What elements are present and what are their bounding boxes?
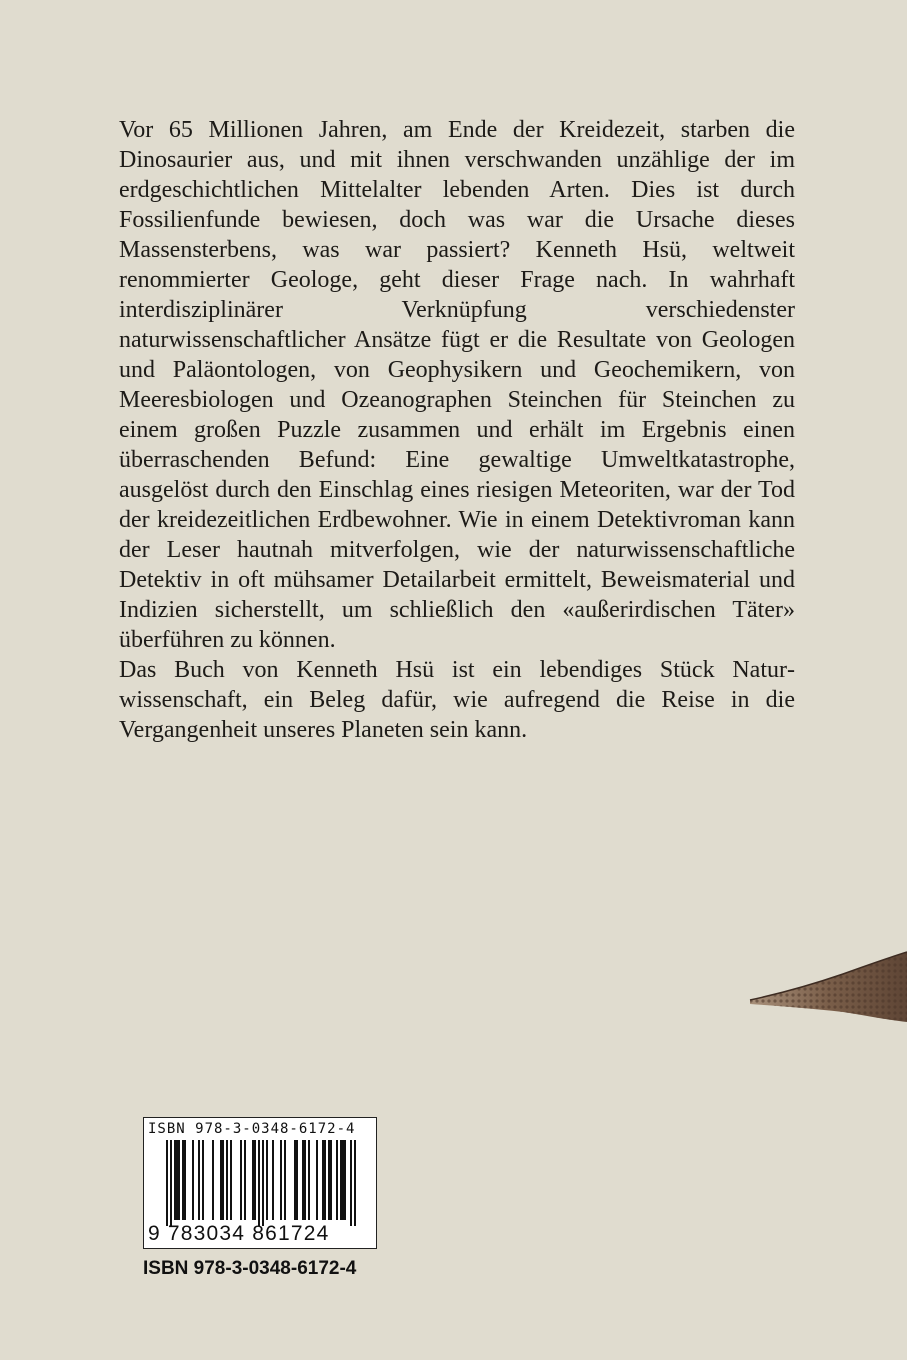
barcode-bar xyxy=(170,1140,172,1226)
barcode-bar xyxy=(304,1140,306,1220)
barcode-bar xyxy=(202,1140,204,1220)
barcode-isbn-label: ISBN 978-3-0348-6172-4 xyxy=(148,1121,356,1137)
barcode-bar xyxy=(212,1140,214,1220)
blurb-paragraph-2: Das Buch von Kenneth Hsü ist ein lebendiges Stück Naturwissenschaft, ein Beleg dafür, wie aufregend die Reise in die Vergangenheit unseres Planeten sein kann. xyxy=(119,657,795,743)
barcode-bar xyxy=(244,1140,246,1220)
barcode-bar xyxy=(192,1140,194,1220)
barcode-bar xyxy=(342,1140,344,1220)
barcode-bar xyxy=(316,1140,318,1220)
barcode-bar xyxy=(254,1140,256,1220)
barcode-bar xyxy=(178,1140,180,1220)
barcode-bar xyxy=(336,1140,338,1220)
blurb-paragraph-1: Vor 65 Millionen Jahren, am Ende der Kreidezeit, starben die Dinosaurier aus, und mit ihnen verschwanden unzählige der im erdgeschichtlichen Mittelalter lebenden Arten. Dies ist durch Fossilienfunde bewiesen, doch was war die Ursache dieses Massensterbens, was war passiert? Kenneth Hsü, weltweit renommierter Geologe, geht dieser Frage nach. In wahrhaft interdisziplinärer Verknüpfung verschiedenster naturwissenschaftlicher Ansätze fügt er die Resultate von Geologen und Paläontologen, von Geophysikern und Geochemikern, von Meeresbiologen und Ozeanographen Steinchen für Steinchen zu einem großen Puzzle zusammen und erhält im Ergebnis einen überraschenden Befund: Eine gewaltige Umweltkatastrophe, ausgelöst durch den Einschlag eines riesigen Meteoriten, war der Tod der kreidezeitlichen Erdbewohner. Wie in einem Detektivroman kann der Leser hautnah mitverfolgen, wie der naturwissenschaftliche Detektiv in oft mühsamer Detailarbeit ermittelt, Beweismaterial und Indizien sicherstellt, um schließlich den «außerirdischen Täter» überführen zu können. xyxy=(119,117,795,653)
barcode-bar xyxy=(324,1140,326,1220)
dinosaur-tail-image xyxy=(748,950,907,1040)
back-cover-blurb xyxy=(119,115,795,745)
barcode-bar xyxy=(230,1140,232,1220)
barcode-bar xyxy=(280,1140,282,1220)
barcode-bar xyxy=(166,1140,168,1226)
isbn-number: ISBN 978-3-0348-6172-4 xyxy=(143,1258,357,1279)
barcode-bars xyxy=(144,1140,376,1226)
barcode-bar xyxy=(176,1140,178,1220)
barcode-bar xyxy=(226,1140,228,1220)
barcode-bar xyxy=(330,1140,332,1220)
barcode-bar xyxy=(252,1140,254,1220)
barcode-bar xyxy=(198,1140,200,1220)
barcode-bar xyxy=(222,1140,224,1220)
barcode-bar xyxy=(340,1140,342,1220)
barcode-bar xyxy=(344,1140,346,1220)
barcode-bar xyxy=(308,1140,310,1220)
barcode xyxy=(143,1117,377,1249)
barcode-bar xyxy=(262,1140,264,1226)
barcode-bar xyxy=(182,1140,184,1220)
barcode-bar xyxy=(328,1140,330,1220)
barcode-bar xyxy=(322,1140,324,1220)
barcode-bar xyxy=(184,1140,186,1220)
barcode-bar xyxy=(272,1140,274,1220)
barcode-digits: 9 783034 861724 xyxy=(148,1222,330,1245)
barcode-bar xyxy=(350,1140,352,1226)
barcode-bar xyxy=(266,1140,268,1220)
barcode-bar xyxy=(284,1140,286,1220)
barcode-bar xyxy=(354,1140,356,1226)
barcode-bar xyxy=(294,1140,296,1220)
barcode-bar xyxy=(240,1140,242,1220)
barcode-bar xyxy=(220,1140,222,1220)
barcode-bar xyxy=(296,1140,298,1220)
barcode-bar xyxy=(174,1140,176,1220)
barcode-bar xyxy=(258,1140,260,1226)
barcode-bar xyxy=(302,1140,304,1220)
